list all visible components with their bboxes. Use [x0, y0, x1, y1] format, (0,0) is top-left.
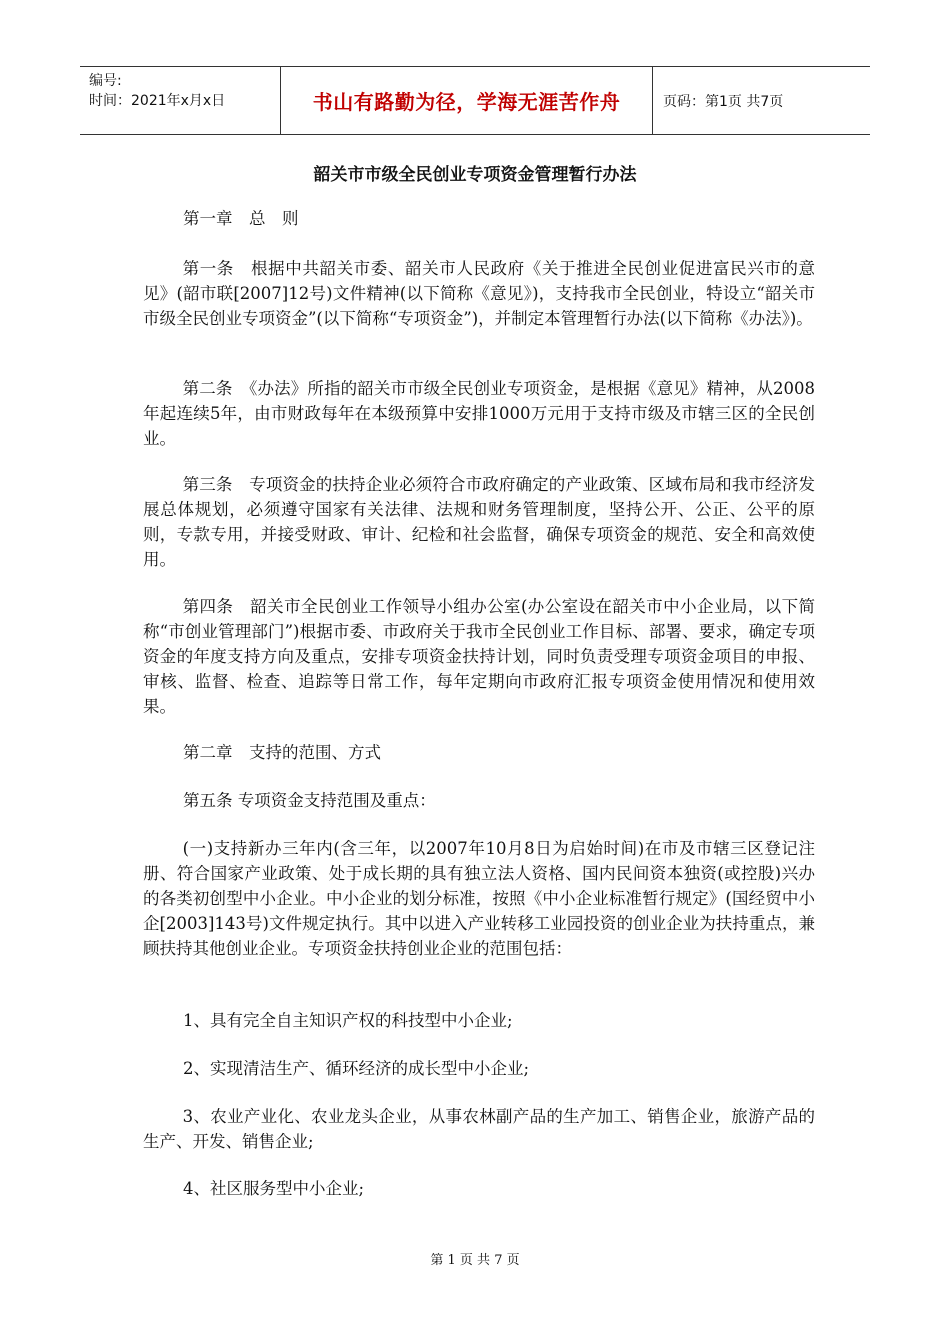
article-text: 第一条 根据中共韶关市委、韶关市人民政府《关于推进全民创业促进富民兴市的意见》(韶市联[2007]12号)文件精神(以下简称《意见》)，支持我市全民创业，特设立“韶关市市级全民创业专项资金”(以下简称“专项资金”)，并制定本管理暂行办法(以下简称《办法》)。	[143, 259, 815, 328]
article-3	[143, 472, 815, 572]
article-text: 第四条 韶关市全民创业工作领导小组办公室(办公室设在韶关市中小企业局，以下简称“市创业管理部门”)根据市委、市政府关于我市全民创业工作目标、部署、要求，确定专项资金的年度支持方向及重点，安排专项资金扶持计划，同时负责受理专项资金项目的申报、审核、监督、检查、追踪等日常工作，每年定期向市政府汇报专项资金使用情况和使用效果。	[143, 597, 815, 716]
motto-text: 书山有路勤为径，学海无涯苦作舟	[312, 90, 621, 114]
list-item: 1、具有完全自主知识产权的科技型中小企业;	[183, 1011, 513, 1030]
item-a	[143, 836, 815, 961]
list-item: 4、社区服务型中小企业;	[183, 1179, 365, 1198]
number-label: 编号:	[89, 73, 122, 89]
page-label: 页码：第1页 共7页	[663, 93, 784, 110]
article-4	[143, 594, 815, 719]
header-page-cell	[653, 67, 870, 134]
article-text: 第二条 《办法》所指的韶关市市级全民创业专项资金，是根据《意见》精神，从2008年起连续5年，由市财政每年在本级预算中安排1000万元用于支持市级及市辖三区的全民创业。	[143, 379, 815, 448]
header-meta	[80, 67, 280, 134]
page-footer: 第 1 页 共 7 页	[430, 1253, 520, 1268]
header-motto-cell	[280, 67, 653, 134]
list-item	[143, 1104, 815, 1154]
article-text: 第三条 专项资金的扶持企业必须符合市政府确定的产业政策、区域布局和我市经济发展总体规划，必须遵守国家有关法律、法规和财务管理制度，坚持公开、公正、公平的原则，专款专用，并接受财政、审计、纪检和社会监督，确保专项资金的规范、安全和高效使用。	[143, 475, 815, 569]
article-5: 第五条 专项资金支持范围及重点：	[183, 791, 436, 810]
item-text: (一)支持新办三年内(含三年，以2007年10月8日为启始时间)在市及市辖三区登记注册、符合国家产业政策、处于成长期的具有独立法人资格、国内民间资本独资(或控股)兴办的各类初创型中小企业。中小企业的划分标准，按照《中小企业标准暂行规定》(国经贸中小企[2003]143号)文件规定执行。其中以进入产业转移工业园投资的创业企业为扶持重点，兼顾扶持其他创业企业。专项资金扶持创业企业的范围包括：	[143, 839, 815, 958]
chapter-heading: 第一章 总 则	[183, 209, 299, 228]
item-text: 3、农业产业化、农业龙头企业，从事农林副产品的生产加工、销售企业，旅游产品的生产、开发、销售企业;	[143, 1107, 815, 1151]
document-title: 韶关市市级全民创业专项资金管理暂行办法	[313, 165, 637, 185]
document-header	[80, 66, 870, 135]
chapter-heading: 第二章 支持的范围、方式	[183, 743, 381, 762]
list-item: 2、实现清洁生产、循环经济的成长型中小企业;	[183, 1059, 530, 1078]
time-label: 时间：2021年x月x日	[89, 93, 226, 109]
article-2	[143, 376, 815, 451]
article-1	[143, 256, 815, 331]
